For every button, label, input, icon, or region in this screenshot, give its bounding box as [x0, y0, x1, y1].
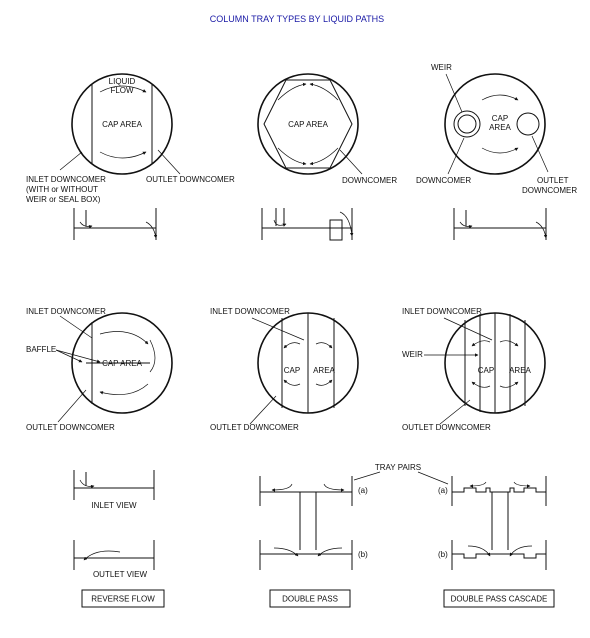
caption-double-pass-cascade-text: DOUBLE PASS CASCADE — [450, 594, 548, 604]
label-inlet-downcomer: INLET DOWNCOMER — [26, 175, 106, 184]
label-cap-dp: CAP — [283, 366, 301, 375]
center-flow-tray-plan — [258, 74, 397, 185]
leader-downcomer — [340, 150, 362, 174]
label-weir-dpc: WEIR — [402, 350, 423, 359]
label-cap: CAP — [491, 114, 509, 123]
caption-reverse-flow — [82, 590, 164, 607]
tag-a-dp: (a) — [358, 486, 368, 495]
circular-downcomer-tray-elevation — [454, 208, 546, 240]
double-pass-cascade-tray-plan — [402, 307, 545, 432]
leader-tray-pairs-2 — [418, 472, 448, 484]
leader-tray-pairs-1 — [354, 472, 380, 480]
label-cap-area-rf: CAP AREA — [102, 359, 142, 368]
double-pass-cascade-elevation — [354, 463, 546, 570]
label-outlet-downcomer-dpc: OUTLET DOWNCOMER — [402, 423, 491, 432]
label-inlet-downcomer-dpc: INLET DOWNCOMER — [402, 307, 482, 316]
leader-inlet — [60, 152, 82, 170]
label-inlet-downcomer-dp: INLET DOWNCOMER — [210, 307, 290, 316]
caption-reverse-flow-text: REVERSE FLOW — [91, 594, 155, 604]
label-area-dp: AREA — [313, 366, 335, 375]
label-weir: WEIR — [431, 63, 452, 72]
label-with-or-without: (WITH or WITHOUT — [26, 185, 98, 194]
caption-double-pass — [270, 590, 350, 607]
circular-downcomer-tray-plan — [416, 63, 577, 195]
tag-b-dp: (b) — [358, 550, 368, 559]
cross-flow-tray-plan — [26, 74, 235, 204]
caption-double-pass-text: DOUBLE PASS — [282, 594, 338, 604]
label-downcomer: DOWNCOMER — [342, 176, 398, 185]
label-cap-area-2: CAP AREA — [288, 120, 328, 129]
cross-flow-tray-elevation — [74, 208, 156, 240]
caption-double-pass-cascade — [444, 590, 554, 607]
leader-outlet-rf — [58, 390, 86, 422]
label-cap-area: CAP AREA — [102, 120, 142, 129]
diagram-title: COLUMN TRAY TYPES BY LIQUID PATHS — [209, 14, 385, 24]
label-outlet-downcomer-dp: OUTLET DOWNCOMER — [210, 423, 299, 432]
double-pass-tray-plan — [210, 307, 358, 432]
label-outlet: OUTLET — [537, 176, 569, 185]
reverse-flow-inlet-view — [74, 470, 154, 510]
label-outlet-view: OUTLET VIEW — [92, 570, 148, 579]
label-outlet-downcomer: OUTLET DOWNCOMER — [146, 175, 235, 184]
label-area: AREA — [489, 123, 511, 132]
tag-a-dpc: (a) — [438, 486, 448, 495]
reverse-flow-tray-plan — [26, 307, 172, 432]
label-area-dpc: AREA — [509, 366, 531, 375]
label-downcomer-3: DOWNCOMER — [416, 176, 472, 185]
label-tray-pairs: TRAY PAIRS — [374, 463, 422, 472]
label-downcomer-outlet: DOWNCOMER — [522, 186, 578, 195]
label-baffle: BAFFLE — [26, 345, 57, 354]
leader-inlet-dp — [252, 318, 304, 340]
leader-outlet — [158, 150, 180, 174]
label-weir-or-seal-box: WEIR or SEAL BOX) — [26, 195, 101, 204]
reverse-flow-outlet-view — [74, 540, 154, 579]
label-cap-dpc: CAP — [477, 366, 495, 375]
label-outlet-downcomer-rf: OUTLET DOWNCOMER — [26, 423, 115, 432]
leader-outlet-dp — [250, 396, 276, 424]
double-pass-elevation — [260, 476, 368, 570]
leader-downcomer-3 — [448, 138, 464, 174]
leader-outlet-dpc — [440, 400, 470, 424]
label-inlet-view: INLET VIEW — [91, 501, 137, 510]
tag-b-dpc: (b) — [438, 550, 448, 559]
center-flow-tray-elevation — [262, 208, 352, 240]
label-flow: FLOW — [110, 86, 134, 95]
label-liquid: LIQUID — [108, 77, 136, 86]
label-inlet-downcomer-rf: INLET DOWNCOMER — [26, 307, 106, 316]
